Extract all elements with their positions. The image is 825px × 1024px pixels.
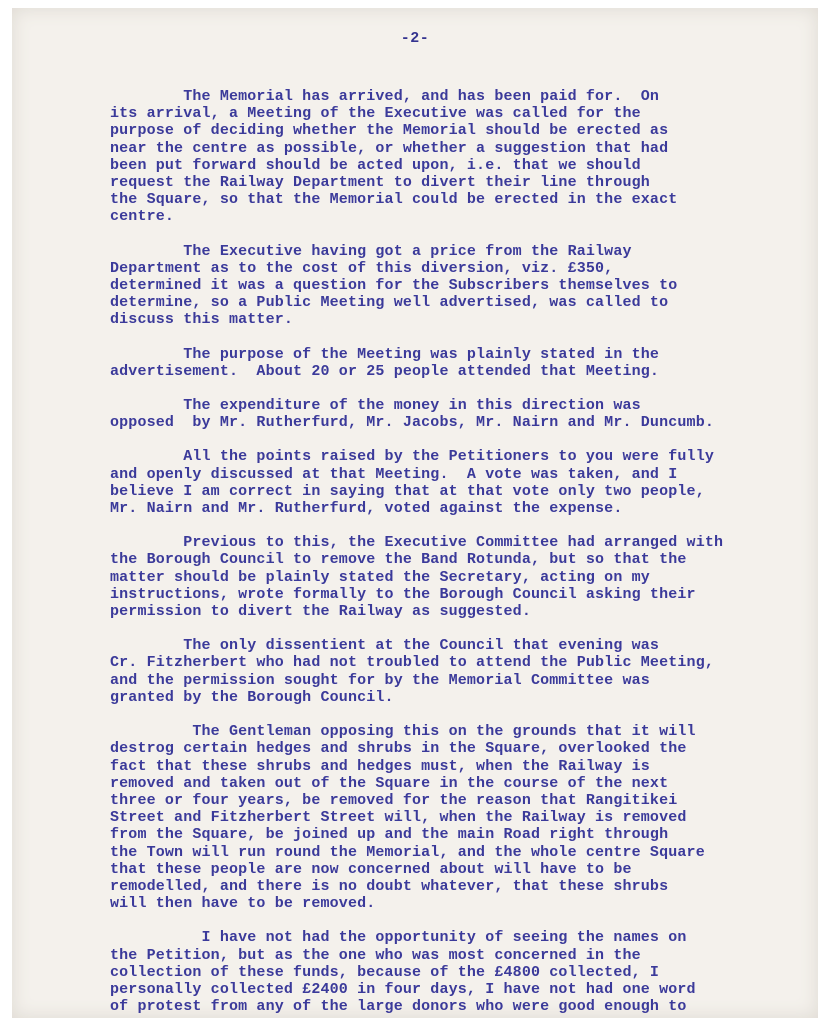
text-line: and the permission sought for by the Memorial Committee was — [110, 671, 650, 689]
text-line: Department as to the cost of this diversion, viz. £350, — [110, 259, 614, 277]
paragraph — [110, 346, 800, 380]
text-line: the Town will run round the Memorial, and the whole centre Square — [110, 843, 705, 861]
text-line: fact that these shrubs and hedges must, when the Railway is — [110, 757, 650, 775]
text-line: The expenditure of the money in this direction was — [110, 397, 641, 415]
paragraph — [110, 448, 800, 517]
text-line: The Gentleman opposing this on the grounds that it will — [110, 723, 696, 741]
text-line: The purpose of the Meeting was plainly stated in the — [110, 345, 660, 363]
text-line: centre. — [110, 208, 175, 226]
typed-letter-page — [12, 8, 818, 1018]
text-line: Cr. Fitzherbert who had not troubled to attend the Public Meeting, — [110, 654, 714, 672]
text-line: the Petition, but as the one who was most concerned in the — [110, 946, 641, 964]
paragraph — [110, 637, 800, 706]
text-line: discuss this matter. — [110, 311, 294, 329]
text-line: the Square, so that the Memorial could be erected in the exact — [110, 191, 678, 209]
text-line: remodelled, and there is no doubt whatever, that these shrubs — [110, 877, 669, 895]
paragraph — [110, 243, 800, 329]
text-line: determined it was a question for the Subscribers themselves to — [110, 277, 678, 295]
text-line: from the Square, be joined up and the main Road right through — [110, 826, 669, 844]
paragraph — [110, 534, 800, 620]
letter-body — [110, 88, 800, 1018]
paragraph — [110, 88, 800, 226]
text-line: destrog certain hedges and shrubs in the Square, overlooked the — [110, 740, 687, 758]
text-line: purpose of deciding whether the Memorial should be erected as — [110, 122, 669, 140]
text-line: the Borough Council to remove the Band Rotunda, but so that the — [110, 551, 687, 569]
text-line: will then have to be removed. — [110, 895, 376, 913]
text-line: Mr. Nairn and Mr. Rutherfurd, voted against the expense. — [110, 500, 623, 518]
text-line: opposed by Mr. Rutherfurd, Mr. Jacobs, Mr. Nairn and Mr. Duncumb. — [110, 414, 714, 432]
text-line: request the Railway Department to divert their line through — [110, 174, 650, 192]
paragraph — [110, 397, 800, 431]
text-line: granted by the Borough Council. — [110, 688, 394, 706]
paragraph — [110, 723, 800, 912]
text-line: matter should be plainly stated the Secretary, acting on my — [110, 568, 650, 586]
text-line: The Memorial has arrived, and has been paid for. On — [110, 88, 660, 105]
text-line: The Executive having got a price from the Railway — [110, 242, 632, 260]
text-line: collection of these funds, because of the £4800 collected, I — [110, 963, 660, 981]
text-line: of protest from any of the large donors who were good enough to — [110, 998, 687, 1016]
text-line: instructions, wrote formally to the Borough Council asking their — [110, 585, 696, 603]
page-number: -2- — [400, 30, 430, 47]
text-line: personally collected £2400 in four days, I have not had one word — [110, 980, 696, 998]
text-line: The only dissentient at the Council that evening was — [110, 637, 660, 655]
text-line: been put forward should be acted upon, i.e. that we should — [110, 156, 641, 174]
text-line: I have not had the opportunity of seeing the names on — [110, 929, 687, 947]
text-line: determine, so a Public Meeting well advertised, was called to — [110, 294, 669, 312]
text-line: All the points raised by the Petitioners to you were fully — [110, 448, 714, 466]
paragraph — [110, 929, 800, 1015]
text-line: near the centre as possible, or whether a suggestion that had — [110, 139, 669, 157]
text-line: its arrival, a Meeting of the Executive was called for the — [110, 105, 641, 123]
text-line: removed and taken out of the Square in the course of the next — [110, 774, 669, 792]
text-line: advertisement. About 20 or 25 people attended that Meeting. — [110, 362, 660, 380]
text-line: permission to divert the Railway as suggested. — [110, 603, 531, 621]
text-line: believe I am correct in saying that at that vote only two people, — [110, 482, 705, 500]
text-line: and openly discussed at that Meeting. A vote was taken, and I — [110, 465, 678, 483]
text-line: Previous to this, the Executive Committee had arranged with — [110, 534, 724, 552]
text-line: that these people are now concerned about will have to be — [110, 860, 632, 878]
text-line: three or four years, be removed for the reason that Rangitikei — [110, 791, 678, 809]
text-line: Street and Fitzherbert Street will, when the Railway is removed — [110, 809, 687, 827]
